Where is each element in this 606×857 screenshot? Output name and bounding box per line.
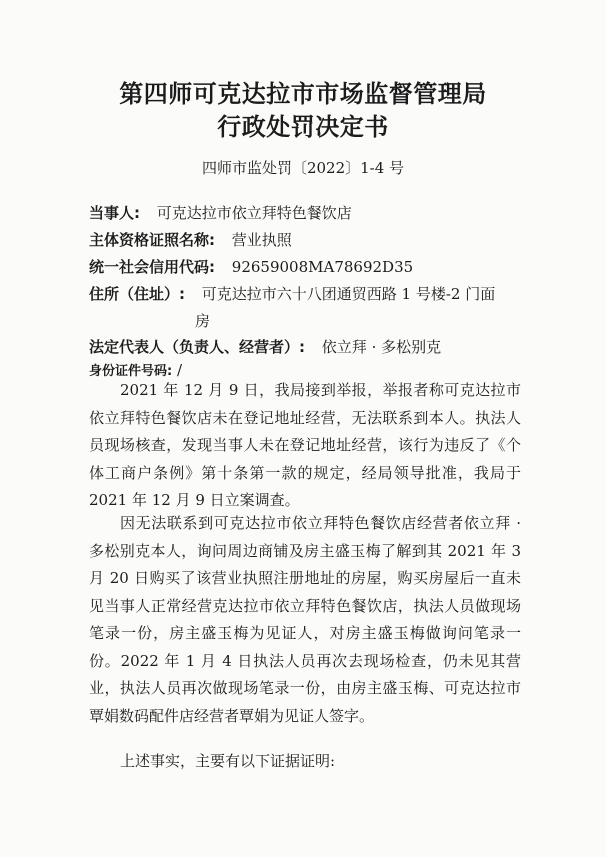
address-continuation: 房 (195, 312, 211, 330)
credit-code-row (89, 256, 413, 277)
credit-code-value: 92659008MA78692D35 (231, 258, 414, 276)
paragraph-3: 上述事实，主要有以下证据证明: (120, 752, 336, 770)
id-number-label: 身份证件号码: (89, 364, 173, 379)
legal-rep-value: 依立拜 · 多松别克 (321, 338, 442, 356)
address-row (89, 283, 495, 304)
legal-rep-row (89, 336, 441, 357)
license-value: 营业执照 (231, 231, 292, 249)
paragraph-2: 因无法联系到可克达拉市依立拜特色餐饮店经营者依立拜 · 多松别克本人，询问周边商铺及房主盛玉梅了解到其 2021 年 3 月 20 日购买了该营业执照注册地址的房屋，购买房屋后一直未见当事人正常经营克达拉市依立拜特色餐饮店，执法人员做现场笔录一份，房主盛玉梅为见证人，对房主盛玉梅做询问笔录一份。2022 年 1 月 4 日执法人员再次去现场检查，仍未见其营业，执法人员再次做现场笔录一份，由房主盛玉梅、可克达拉市覃娟数码配件店经营者覃娟为见证人签字。 (89, 514, 521, 725)
license-row (89, 229, 292, 250)
party-name-row (89, 202, 352, 223)
party-name-value: 可克达拉市依立拜特色餐饮店 (156, 204, 352, 222)
paragraph-1: 2021 年 12 月 9 日，我局接到举报，举报者称可克达拉市依立拜特色餐饮店未在登记地址经营，无法联系到本人。执法人员现场核查，发现当事人未在登记地址经营，该行为违反了《个体工商户条例》第十条第一款的规定，经局领导批准，我局于 2021 年 12 月 9 日立案调查。 (89, 381, 521, 509)
legal-rep-label: 法定代表人（负责人、经营者）: (89, 338, 306, 356)
document-number: 四师市监处罚〔2022〕1-4 号 (201, 159, 405, 177)
credit-code-label: 统一社会信用代码: (89, 258, 215, 276)
document-title: 行政处罚决定书 (217, 112, 389, 141)
agency-title: 第四师可克达拉市市场监督管理局 (119, 79, 487, 108)
address-label: 住所（住址）: (89, 285, 185, 303)
party-name-label: 当事人: (89, 204, 140, 222)
license-label: 主体资格证照名称: (89, 231, 215, 249)
address-value: 可克达拉市六十八团通贸西路 1 号楼-2 门面 (201, 285, 496, 303)
id-number-value: / (176, 361, 183, 379)
